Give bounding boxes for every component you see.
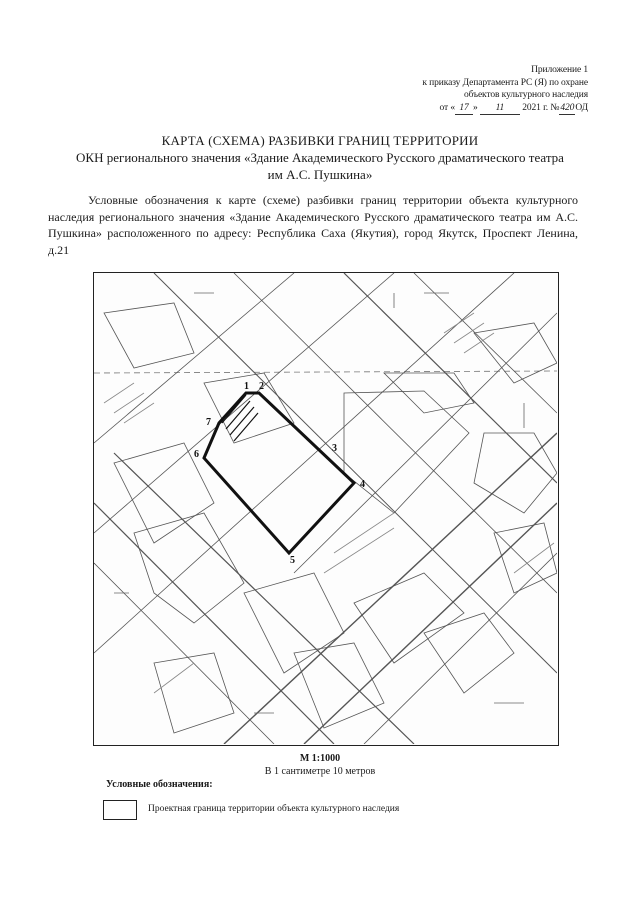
scale-ratio: М 1:1000 [299, 753, 341, 764]
appendix-number: 420 [559, 102, 575, 116]
document-title [60, 132, 580, 183]
territory-boundary [204, 393, 354, 553]
point-label-3: 3 [332, 443, 337, 454]
appendix-line-1: Приложение 1 [531, 65, 588, 75]
point-label-6: 6 [194, 449, 199, 460]
point-label-2: 2 [259, 381, 264, 392]
legend-swatch-boundary [103, 800, 137, 820]
appendix-block [422, 64, 588, 115]
description-paragraph: Условные обозначения к карте (схеме) разбивки границ территории объекта культурного наследия регионального значения «Здание Академического Русского драматического театра им А.С. Пушкина» расположенного по адресу: Республика Саха (Якутия), город Якутск, Проспект Ленина, д.21 [48, 193, 578, 257]
appendix-line-2: к приказу Департамента РС (Я) по охране [422, 77, 588, 88]
legend-title: Условные обозначения: [106, 779, 213, 790]
legend-label-boundary: Проектная граница территории объекта культурного наследия [148, 804, 400, 814]
point-label-7: 7 [206, 417, 211, 428]
cadastral-map [93, 272, 559, 746]
title-line-2: ОКН регионального значения «Здание Академического Русского драматического театра [76, 150, 564, 165]
point-label-5: 5 [290, 555, 295, 566]
appendix-date-line: от « 17 » 11 2021 г. №420ОД [422, 102, 588, 116]
appendix-day: 17 [455, 102, 473, 116]
map-svg [94, 273, 557, 744]
appendix-month: 11 [480, 102, 520, 116]
title-line-1: КАРТА (СХЕМА) РАЗБИВКИ ГРАНИЦ ТЕРРИТОРИИ [161, 133, 479, 148]
scale-note: В 1 сантиметре 10 метров [264, 766, 376, 777]
title-line-3: им А.С. Пушкина» [267, 167, 373, 182]
point-label-1: 1 [244, 381, 249, 392]
point-label-4: 4 [360, 479, 365, 490]
scale-block [0, 752, 640, 778]
appendix-line-3: объектов культурного наследия [463, 90, 588, 100]
